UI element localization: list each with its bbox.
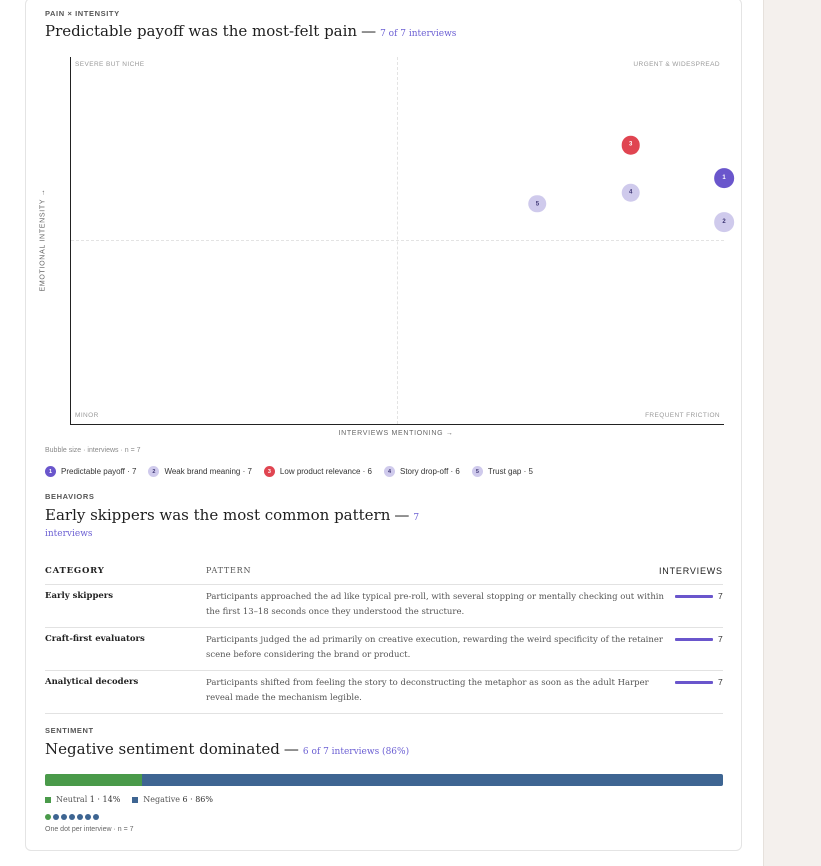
pain-title: Predictable payoff was the most-felt pain: [45, 22, 358, 40]
behaviors-title: Early skippers was the most common pattern: [45, 506, 391, 524]
interview-dot: [77, 814, 83, 820]
interview-dot: [45, 814, 51, 820]
row-count-bar: [675, 638, 713, 641]
pain-interviews-link[interactable]: 7 of 7 interviews: [380, 29, 457, 39]
sentiment-note: One dot per interview · n = 7: [45, 826, 134, 833]
bubble-size-note: Bubble size · interviews · n = 7: [45, 447, 141, 454]
legend-label: Predictable payoff · 7: [61, 467, 137, 476]
bubble-4[interactable]: 4: [621, 183, 640, 202]
pain-eyebrow: PAIN × INTENSITY: [45, 9, 120, 18]
legend-label: Story drop-off · 6: [399, 467, 460, 476]
legend-label: Low product relevance · 6: [279, 467, 372, 476]
row-category: Craft-first evaluators: [45, 634, 145, 644]
bubble-5[interactable]: 5: [529, 195, 547, 213]
quadrant-bottom-left: MINOR: [75, 412, 99, 419]
behaviors-eyebrow: BEHAVIORS: [45, 492, 95, 501]
behaviors-count-link[interactable]: 7: [413, 513, 420, 523]
legend-item-1[interactable]: [45, 466, 136, 477]
row-pattern: Participants judged the ad primarily on creative execution, rewarding the weird specificity of the retainer scene before considering the brand or product.: [206, 635, 663, 660]
legend-item-2[interactable]: [148, 466, 251, 477]
interview-dot: [61, 814, 67, 820]
behaviors-headline-wrap: [45, 529, 93, 539]
row-count-bar: [675, 595, 713, 598]
quadrant-top-left: SEVERE BUT NICHE: [75, 61, 145, 68]
legend-item-5[interactable]: [472, 466, 533, 477]
row-divider: [45, 670, 723, 671]
row-pattern: Participants shifted from feeling the story to deconstructing the metaphor as soon as the adult Harper reveal made the mechanism legible.: [206, 678, 649, 703]
legend-label: Trust gap · 5: [487, 467, 533, 476]
legend-dot-3: 3: [264, 466, 275, 477]
sentiment-segment-negative: [142, 774, 723, 786]
sentiment-name: Negative: [143, 795, 183, 804]
bubble-1[interactable]: 1: [714, 168, 734, 188]
sentiment-interviews-link[interactable]: 6 of 7 interviews (86%): [302, 747, 410, 757]
sentiment-stat: 1 · 14%: [89, 795, 121, 804]
behaviors-dash: —: [394, 506, 410, 524]
legend-dot-1: 1: [45, 466, 56, 477]
interview-dot: [69, 814, 75, 820]
pain-dash: —: [361, 22, 377, 40]
row-pattern: Participants approached the ad like typical pre-roll, with several stopping or mentally checking out within the first 13–18 seconds once they understood the structure.: [206, 592, 665, 617]
pain-legend: [45, 466, 533, 477]
bubble-3[interactable]: 3: [621, 136, 640, 155]
sentiment-stat: 6 · 86%: [182, 795, 213, 804]
interview-dot: [93, 814, 99, 820]
sentiment-title: Negative sentiment dominated: [45, 740, 280, 758]
sentiment-segment-neutral: [45, 774, 142, 786]
row-divider: [45, 713, 723, 714]
x-axis-label: INTERVIEWS MENTIONING →: [338, 430, 454, 437]
sentiment-legend: [45, 795, 213, 804]
y-axis-label: EMOTIONAL INTENSITY →: [39, 188, 47, 292]
sentiment-eyebrow: SENTIMENT: [45, 726, 94, 735]
sentiment-dots: [45, 814, 99, 820]
pain-headline: [45, 22, 456, 40]
row-count: 7: [718, 634, 723, 644]
row-count: 7: [718, 677, 723, 687]
table-header-divider: [45, 584, 723, 585]
quadrant-top-right: URGENT & WIDESPREAD: [633, 61, 720, 68]
sentiment-bar: [45, 774, 723, 786]
col-header-category: CATEGORY: [45, 566, 105, 576]
bubble-2[interactable]: 2: [714, 212, 734, 232]
interview-dot: [85, 814, 91, 820]
col-header-pattern: PATTERN: [206, 566, 252, 575]
interview-dot: [53, 814, 59, 820]
row-count: 7: [718, 591, 723, 601]
col-header-interviews: INTERVIEWS: [659, 566, 723, 576]
sentiment-dash: —: [283, 740, 299, 758]
behaviors-interviews-link[interactable]: interviews: [45, 529, 93, 539]
sentiment-swatch: [45, 797, 51, 803]
legend-item-4[interactable]: [384, 466, 460, 477]
legend-dot-4: 4: [384, 466, 395, 477]
sentiment-name: Neutral: [56, 795, 90, 804]
row-category: Early skippers: [45, 591, 114, 601]
behaviors-headline: [45, 506, 419, 524]
row-count-bar: [675, 681, 713, 684]
legend-item-3[interactable]: [264, 466, 372, 477]
legend-dot-2: 2: [148, 466, 159, 477]
legend-dot-5: 5: [472, 466, 483, 477]
pain-intensity-chart: [70, 57, 724, 425]
right-side-panel: [763, 0, 821, 866]
sentiment-legend-negative: [132, 795, 213, 804]
sentiment-swatch: [132, 797, 138, 803]
horizontal-divider: [71, 240, 724, 241]
legend-label: Weak brand meaning · 7: [164, 467, 252, 476]
row-category: Analytical decoders: [45, 677, 139, 687]
sentiment-headline: [45, 740, 409, 758]
row-divider: [45, 627, 723, 628]
quadrant-bottom-right: FREQUENT FRICTION: [645, 412, 720, 419]
sentiment-legend-neutral: [45, 795, 120, 804]
